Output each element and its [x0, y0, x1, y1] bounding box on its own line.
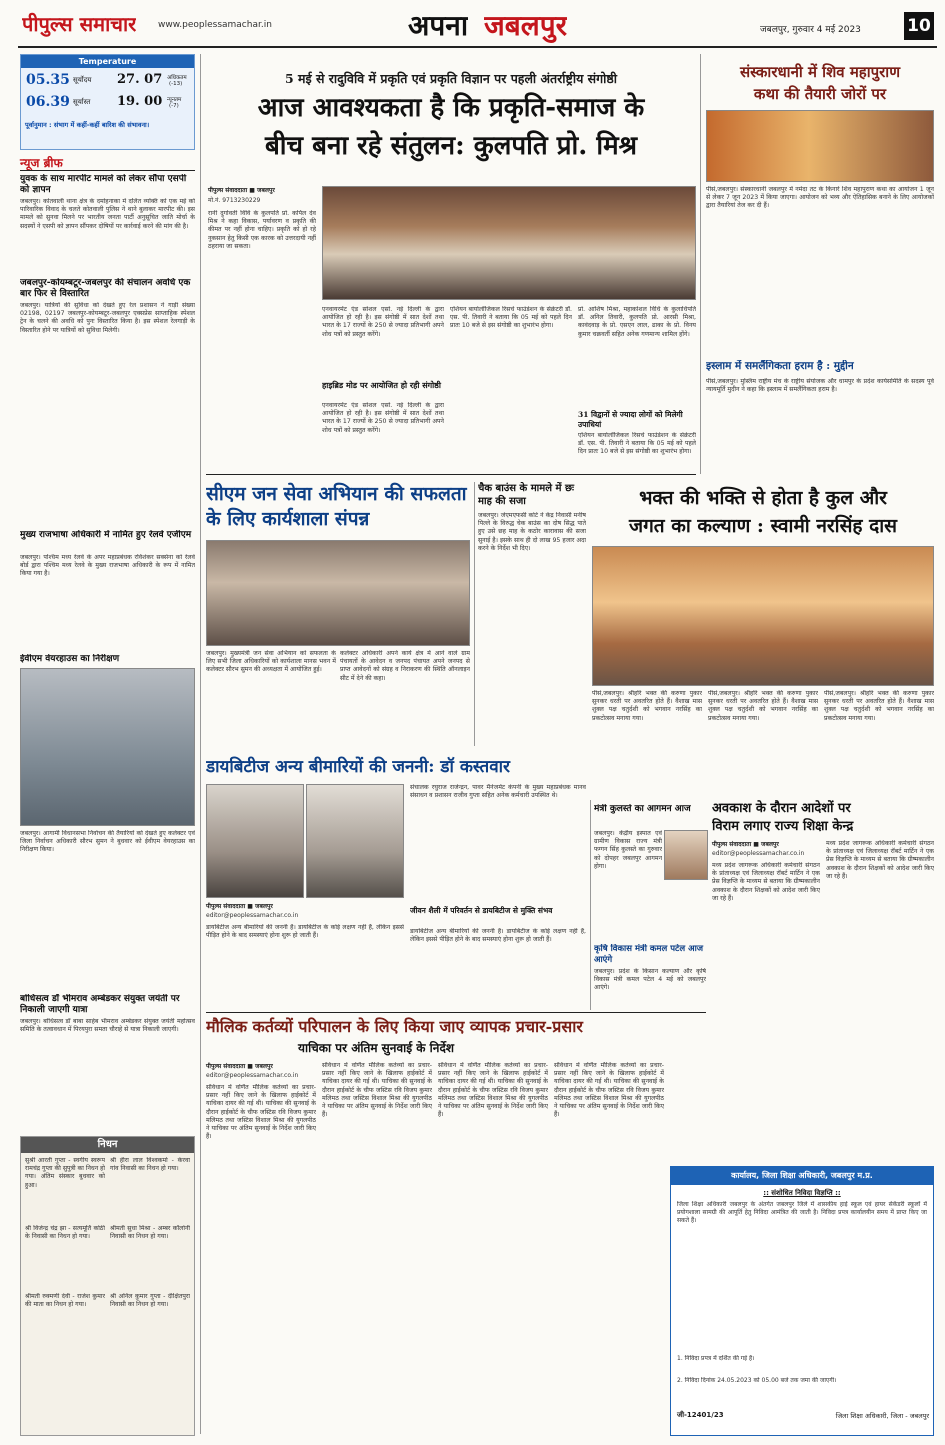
min-delta: (-7) — [169, 103, 179, 109]
workshop-body-2: कलेक्टर अधिकारी अपने कार्य क्षेत्र में आने वाले ग्राम पंचायतों के आवेदन व जनपद पंचायत अपने जनपद से प्राप्त आवेदनों को संग्रह व निराकरण की स्थिति ऑनलाइन सीट में देने की कहा। — [340, 650, 470, 682]
degree-box-title: 31 विद्वानों से ज्यादा लोगों को मिलेगी उपाधियां — [578, 410, 683, 429]
lead-byline: पीपुल्स संवाददाता ■ जबलपुर — [208, 187, 275, 194]
vacation-body-2: मध्य प्रदेश जागरूक अधिकारी कर्मचारी संगठन के प्रांताध्यक्ष एवं जिलाध्यक्ष रॉबर्ट मार्टिन ने एक प्रेस विज्ञप्ति के माध्यम से बताया कि ग्रीष्मकालीन अवकाश के दौरान शिक्षकों को आदेश जारी किए जा रहे हैं। — [826, 840, 934, 880]
bottom-byline: पीपुल्स संवाददाता ■ जबलपुर — [206, 1063, 273, 1070]
bottom-headline: मौलिक कर्तव्यों परिपालन के लिए किया जाए व्यापक प्रचार-प्रसार — [206, 1017, 583, 1036]
brief-4-headline: ईवीएम वेयरहाउस का निरीक्षण — [20, 654, 120, 664]
obituary-item: सुश्री आरती गुप्ता - स्वर्गीय स्वरूप रामचंद्र गुप्ता की सुपुत्री का निधन हो गया। अंतिम संस्कार बुधवार को हुआ। — [25, 1157, 105, 1189]
right-column-divider — [700, 54, 701, 474]
notice-ref: जी-12401/23 — [677, 1411, 724, 1419]
workshop-headline: सीएम जन सेवा अभियान की सफलता के लिए कार्यशाला संपन्न — [206, 483, 467, 530]
vacation-body-1: मध्य प्रदेश जागरूक अधिकारी कर्मचारी संगठन के प्रांताध्यक्ष एवं जिलाध्यक्ष रॉबर्ट मार्टिन ने एक प्रेस विज्ञप्ति के माध्यम से बताया कि ग्रीष्मकालीन अवकाश के दौरान शिक्षकों को आदेश जारी किए जा रहे हैं। — [712, 862, 820, 902]
notice-signature: जिला शिक्षा अधिकारी, जिला - जबलपुर — [835, 1412, 929, 1420]
notice-point: 1. निविदा प्रपत्र में दर्शित की गई है। — [677, 1355, 755, 1362]
vacation-email[interactable]: editor@peoplessamachar.co.in — [712, 850, 805, 857]
bottom-body-4: संविधान में वर्णित मौलिक कर्तव्यों का प्रचार-प्रसार नहीं किए जाने के खिलाफ हाईकोर्ट में याचिका दायर की गई थी। याचिका की सुनवाई के दौरान हाईकोर्ट के चीफ जस्टिस रवि विजय कुमार मलिमठ तथा जस्टिस विशाल मिश्रा की युगलपीठ ने याचिका पर अंतिम सुनवाई के निर्देश जारी किए हैं। — [554, 1062, 664, 1119]
bhakti-headline-line-1: भक्त की भक्ति से होता है कुल और — [639, 487, 887, 509]
website[interactable]: www.peoplessamachar.in — [158, 20, 272, 30]
minister-divider — [590, 800, 591, 1010]
obituary-item: श्री विजेन्द्र चंद्र झा - सत्यमूर्ति कोठी के निवासी का निधन हो गया। — [25, 1225, 105, 1241]
weather-box — [20, 54, 195, 150]
diabetes-body-3: डायबिटीज अन्य बीमारियों की जननी है। डायबिटीज के कोई लक्षण नहीं हैं, लेकिन इससे पीड़ित होने के बाद समस्याएं होना शुरू हो जाती हैं। — [410, 928, 586, 944]
brief-1-body: जबलपुर। कोतवाली थाना क्षेत्र के दमोहनाका में दलित व्यक्ति को एक मई को पारिवारिक विवाद के चलते कोतवाली पुलिस ने थाने बुलाकर मारपीट की। इस मामले को सुनवा मिलने पर भारतीय जनता पार्टी अनुसूचित जाति मोर्चा के सदस्यों ने एसपी को ज्ञापन सौंपकर दोषियों पर कार्रवाई करने की मांग की है। — [20, 198, 195, 230]
cheque-body: जबलपुर। जेएमएफसी कोर्ट ने केंद्र निवासी मनीष पिल्ले के विरुद्ध चेक बाउंस का दोष सिद्ध पाते हुए उसे छह माह के कठोर कारावास की सजा सुनाई है। इसके साथ ही दो लाख 95 हजार अदा करने के निर्देश भी दिए। — [478, 512, 586, 552]
min-label: न्यूनतम — [167, 97, 182, 103]
obituary-item: श्री अनिल कुमार गुप्ता - दीक्षितपुरा निवासी का निधन हो गया। — [110, 1293, 190, 1309]
sunrise-time: 05.35 — [26, 72, 70, 88]
brief-3-headline: मुख्य राजभाषा अधिकारी में नामित हुए रेलवे एजीएम — [20, 530, 192, 540]
diabetes-headline: डायबिटीज अन्य बीमारियों की जननी: डॉ कस्तवार — [206, 757, 511, 777]
evm-warehouse-photo — [20, 668, 195, 826]
workshop-divider — [474, 482, 475, 746]
bhakti-photo — [592, 546, 934, 686]
bhakti-body-2: पीसं,जबलपुर। श्रीहरि भक्त की करुणा पुकार सुनकर धरती पर अवतरित होते हैं। वैशाख मास शुक्ल पक्ष चतुर्दशी को भगवान नरसिंह का प्रकटोत्सव मनाया गया। — [708, 690, 818, 722]
weather-title: Temperature — [21, 55, 194, 68]
sanskar-headline-line-2: कथा की तैयारी जोरों पर — [753, 85, 887, 103]
sanskar-headline-line-1: संस्कारधानी में शिव महापुराण — [739, 63, 901, 81]
lead-body-3: एशियन बायोलॉजिकल रिसर्च फाउंडेशन के सेक्रेटरी डॉ. एस. पी. तिवारी ने बताया कि 05 मई को पहले दिन प्रातः 10 बजे से इस संगोष्ठी का शुभारंभ होगा। — [450, 306, 572, 330]
bhakti-body-1: पीसं,जबलपुर। श्रीहरि भक्त की करुणा पुकार सुनकर धरती पर अवतरित होते हैं। वैशाख मास शुक्ल पक्ष चतुर्दशी को भगवान नरसिंह का प्रकटोत्सव मनाया गया। — [592, 690, 702, 722]
section-title-apna: अपना — [408, 9, 469, 42]
vacation-byline: पीपुल्स संवाददाता ■ जबलपुर — [712, 841, 779, 848]
minister-photo — [664, 830, 708, 880]
islam-body: पीसं,जबलपुर। मुस्लिम राष्ट्रीय मंच के राष्ट्रीय संयोजक और धामपुर के प्रदेश कार्यसमिति के सदस्य पूर्व न्यायमूर्ति मुदीन ने कहा कि इस्लाम में समलैंगिकता हराम है। — [706, 378, 934, 394]
degree-box-body: एशियन बायोलॉजिकल रिसर्च फाउंडेशन के सेक्रेटरी डॉ. एस. पी. तिवारी ने बताया कि 05 मई को पहले दिन प्रातः 10 बजे से इस संगोष्ठी का शुभारंभ होगा। — [578, 432, 696, 456]
brief-5-headline: बोधिसत्व डॉ भीमराव अम्बेडकर संयुक्त जयंती पर निकाली जाएगी यात्रा — [20, 994, 180, 1015]
islam-headline: इस्लाम में समलैंगिकता हराम है : मुद्दीन — [706, 360, 854, 372]
notice-body: जिला शिक्षा अधिकारी जबलपुर के अंतर्गत जबलपुर जिले में शासकीय हाई स्कूल एवं हायर सेकेंडरी स्कूलों में प्रयोगशाला सामग्री की आपूर्ति हेतु निविदा आमंत्रित की जाती है। निविदा प्रपत्र कार्यालयीन समय में प्राप्त किए जा सकते हैं। — [677, 1201, 927, 1225]
lead-headline-line-1: आज आवश्यकता है कि प्रकृति-समाज के — [257, 93, 645, 123]
patel-body: जबलपुर। प्रदेश के किसान कल्याण और कृषि विकास मंत्री कमल पटेल 4 मई को जबलपुर आएंगे। — [594, 968, 706, 992]
lead-body-4: प्रो. आशिष मिश्रा, महाकोशल विधि के कुलाधिपति डॉ. अनिल तिवारी, कुलपति प्रो. आरसी मिश्रा, कावंदवाड़ के प्रो. एसएन लाल, ढाका के प्रो. विनय कुमार चक्रवर्ती सहित अनेक गणमान्य शामिल होंगे। — [578, 306, 696, 338]
news-brief-rule — [20, 170, 195, 171]
vacation-headline-line-2: विराम लगाए राज्य शिक्षा केन्द्र — [712, 819, 854, 834]
sanskar-photo — [706, 110, 934, 182]
notice-point: 2. निविदा दिनांक 24.05.2023 को 05.00 बजे तक जमा की जाएगी। — [677, 1377, 837, 1384]
page-date: जबलपुर, गुरुवार 4 मई 2023 — [760, 25, 861, 35]
obituary-title: निधन — [21, 1137, 194, 1153]
max-label: अधिकतम — [167, 75, 187, 81]
sunset-label: सूर्यास्त — [73, 98, 91, 106]
cheque-headline: चैक बाउंस के मामले में छः माह की सजा — [478, 483, 574, 507]
brief-2-headline: जबलपुर-कोयम्बटूर-जबलपुर की संचालन अवधि एक बार फिर से विस्तारित — [20, 278, 191, 299]
masthead — [0, 0, 945, 48]
lead-body-1: रानी दुर्गावती विवि के कुलपति प्रो. कपिल देव मिश्र ने कहा विकास, पर्यावरण व प्रकृति की कीमत पर नहीं होना चाहिए। प्रकृति को हो रहे नुकसान हेतु किसी एक कारक को उत्तरदायी नहीं ठहराया जा सकता। — [208, 210, 316, 250]
brief-4-body: जबलपुर। आगामी विधानसभा निर्वाचन की तैयारियों को देखते हुए कलेक्टर एवं जिला निर्वाचन अधिकारी सौरभ सुमन ने बुधवार को ईवीएम वेयरहाउस का निरीक्षण किया। — [20, 830, 195, 854]
paper-name: पीपुल्स समाचार — [22, 12, 137, 36]
lead-bottom-rule — [206, 474, 696, 475]
lead-subhead: हाइब्रिड मोड पर आयोजित हो रही संगोष्ठी — [322, 380, 441, 390]
max-delta: (-13) — [169, 81, 183, 87]
brief-5-body: जबलपुर। बोधिसत्व डॉ बाबा साहेब भीमराव अम्बेडकर संयुक्त जयंती महोत्सव समिति के तत्वावधान में पिरयपुरा समता चौराहे से यात्रा निकाली जाएगी। — [20, 1018, 195, 1034]
max-temp: 27. 07 — [117, 72, 163, 87]
lead-body-2b: एनवायरमेंट एंड सोशल एसो. नई दिल्ली के द्वारा आयोजित हो रही है। इस संगोष्ठी में सात देशों तथा भारत के 17 राज्यों के 250 से ज्यादा प्रतिभागी अपने शोध पत्रों को प्रस्तुत करेंगे। — [322, 402, 444, 434]
bottom-email[interactable]: editor@peoplessamachar.co.in — [206, 1072, 299, 1079]
lead-kicker: 5 मई से रादुविवि में प्रकृति एवं प्रकृति विज्ञान पर पहली अंतर्राष्ट्रीय संगोष्ठी — [284, 71, 617, 86]
obituary-item: श्री हीरा लाल विश्वकर्मा - केरवा गांव निवासी का निधन हो गया। — [110, 1157, 190, 1173]
obituary-item: श्रीमती रुक्मणी देवी - राजेश कुमार की माता का निधन हो गया। — [25, 1293, 105, 1309]
diabetes-body-1: डायबिटीज अन्य बीमारियों की जननी है। डायबिटीज के कोई लक्षण नहीं हैं, लेकिन इससे पीड़ित होने के बाद समस्याएं होना शुरू हो जाती हैं। — [206, 924, 404, 940]
diabetes-body-2: संचालक रघुराज राजेन्द्रन, पावर मैनेजमेंट कंपनी के मुख्य महाप्रबंधक मानव संसाधन व प्रशासन राजीव गुप्ता सहित अनेक कर्मचारी उपस्थित थे। — [410, 784, 586, 800]
bottom-subhead: याचिका पर अंतिम सुनवाई के निर्देश — [298, 1041, 454, 1055]
diabetes-photo-1 — [206, 784, 304, 898]
workshop-body-1: जबलपुर। मुख्यमंत्री जन सेवा अभियान को सफलता के लिए सभी जिला अधिकारियों को कार्यशाला मानस भवन में कलेक्टर सौरभ सुमन की अध्यक्षता में आयोजित हुई। — [206, 650, 336, 674]
lead-headline-line-2: बीच बना रहे संतुलन: कुलपति प्रो. मिश्र — [264, 131, 638, 161]
sanskar-body: पीसं,जबलपुर। संस्कारधानी जबलपुर में नर्मदा तट के किनारे शिव महापुराण कथा का आयोजन 1 जून से लेकर 7 जून 2023 में किया जाएगा। आयोजन को भव्य और ऐतिहासिक बनाने के लिए आयोजकों द्वारा तैयारियां तेज कर दी हैं। — [706, 186, 934, 210]
minister-headline: मंत्री कुलस्ते का आगमन आज — [594, 804, 691, 814]
vacation-headline-line-1: अवकाश के दौरान आदेशों पर — [712, 801, 851, 816]
brief-2-body: जबलपुर। यात्रियों की सुविधा को देखते हुए रेल प्रशासन ने गाड़ी संख्या 02198, 02197 जबलपुर-कोयम्बटूर-जबलपुर एक्सप्रेस साप्ताहिक स्पेशल ट्रेन के चलने की अवधि को पुनः विस्तारित किया है। इस स्पेशल रेलगाड़ी के विस्तारित होने पर यात्रियों को सुविधा मिलेगी। — [20, 302, 195, 334]
brief-1-headline: युवक के साथ मारपीट मामले को लेकर सौंपा एसपी को ज्ञापन — [20, 174, 187, 195]
sunrise-label: सूर्योदय — [73, 76, 92, 84]
page-number: 10 — [904, 12, 934, 40]
notice-header: कार्यालय, जिला शिक्षा अधिकारी, जबलपुर म.प्र. — [671, 1167, 933, 1185]
column-divider — [200, 54, 201, 1434]
patel-headline: कृषि विकास मंत्री कमल पटेल आज आएंगे — [594, 944, 704, 965]
bottom-body-1: संविधान में वर्णित मौलिक कर्तव्यों का प्रचार-प्रसार नहीं किए जाने के खिलाफ हाईकोर्ट में याचिका दायर की गई थी। याचिका की सुनवाई के दौरान हाईकोर्ट के चीफ जस्टिस रवि विजय कुमार मलिमठ तथा जस्टिस विशाल मिश्रा की युगलपीठ ने याचिका पर अंतिम सुनवाई के निर्देश जारी किए हैं। — [206, 1084, 316, 1141]
diabetes-byline: पीपुल्स संवाददाता ■ जबलपुर — [206, 903, 273, 910]
lead-body-2: एनवायरमेंट एंड सोशल एसो. नई दिल्ली के द्वारा आयोजित हो रही है। इस संगोष्ठी में सात देशों तथा भारत के 17 राज्यों के 250 से ज्यादा प्रतिभागी अपने शोध पत्रों को प्रस्तुत करेंगे। — [322, 306, 444, 338]
diabetes-photo-2 — [306, 784, 404, 898]
bottom-story-rule — [206, 1012, 706, 1013]
obituary-item: श्रीमती सुधा मिश्रा - अम्बर कॉलोनी निवासी का निधन हो गया। — [110, 1225, 190, 1241]
lead-mobile: मो.नं. 9713230229 — [208, 197, 261, 204]
diabetes-subhead: जीवन शैली में परिवर्तन से डायबिटीज से मुक्ति संभव — [410, 906, 553, 915]
news-brief-label: न्यूज ब्रीफ — [20, 156, 63, 170]
obituary-box — [20, 1136, 195, 1436]
section-title-jabalpur: जबलपुर — [484, 9, 568, 42]
brief-3-body: जबलपुर। पश्चिम मध्य रेलवे के अपर महाप्रबंधक रविशंकर सक्सेना को रेलवे बोर्ड द्वारा पश्चिम मध्य रेलवे के मुख्य राजभाषा अधिकारी के रूप में नामित किया गया है। — [20, 554, 195, 578]
bottom-body-3: संविधान में वर्णित मौलिक कर्तव्यों का प्रचार-प्रसार नहीं किए जाने के खिलाफ हाईकोर्ट में याचिका दायर की गई थी। याचिका की सुनवाई के दौरान हाईकोर्ट के चीफ जस्टिस रवि विजय कुमार मलिमठ तथा जस्टिस विशाल मिश्रा की युगलपीठ ने याचिका पर अंतिम सुनवाई के निर्देश जारी किए हैं। — [438, 1062, 548, 1119]
workshop-photo — [206, 540, 470, 646]
bhakti-body-3: पीसं,जबलपुर। श्रीहरि भक्त की करुणा पुकार सुनकर धरती पर अवतरित होते हैं। वैशाख मास शुक्ल पक्ष चतुर्दशी को भगवान नरसिंह का प्रकटोत्सव मनाया गया। — [824, 690, 934, 722]
sunset-time: 06.39 — [26, 94, 70, 110]
tender-notice — [670, 1166, 934, 1436]
bottom-body-2: संविधान में वर्णित मौलिक कर्तव्यों का प्रचार-प्रसार नहीं किए जाने के खिलाफ हाईकोर्ट में याचिका दायर की गई थी। याचिका की सुनवाई के दौरान हाईकोर्ट के चीफ जस्टिस रवि विजय कुमार मलिमठ तथा जस्टिस विशाल मिश्रा की युगलपीठ ने याचिका पर अंतिम सुनवाई के निर्देश जारी किए हैं। — [322, 1062, 432, 1119]
masthead-rule — [18, 46, 937, 48]
bhakti-headline-line-2: जगत का कल्याण : स्वामी नरसिंह दास — [629, 515, 897, 537]
minister-body: जबलपुर। केंद्रीय इस्पात एवं ग्रामीण विकास राज्य मंत्री फग्गन सिंह कुलस्ते का गुरुवार को दोपहर जबलपुर आगमन होगा। — [594, 830, 662, 870]
seminar-panel-photo — [322, 186, 696, 300]
min-temp: 19. 00 — [117, 94, 163, 109]
diabetes-email[interactable]: editor@peoplessamachar.co.in — [206, 912, 299, 919]
weather-forecast: पूर्वानुमान : संभाग में कहीं-कहीं बारिश की संभावना। — [25, 121, 150, 129]
notice-subheader: :: संशोधित निविदा विज्ञप्ति :: — [763, 1189, 841, 1197]
